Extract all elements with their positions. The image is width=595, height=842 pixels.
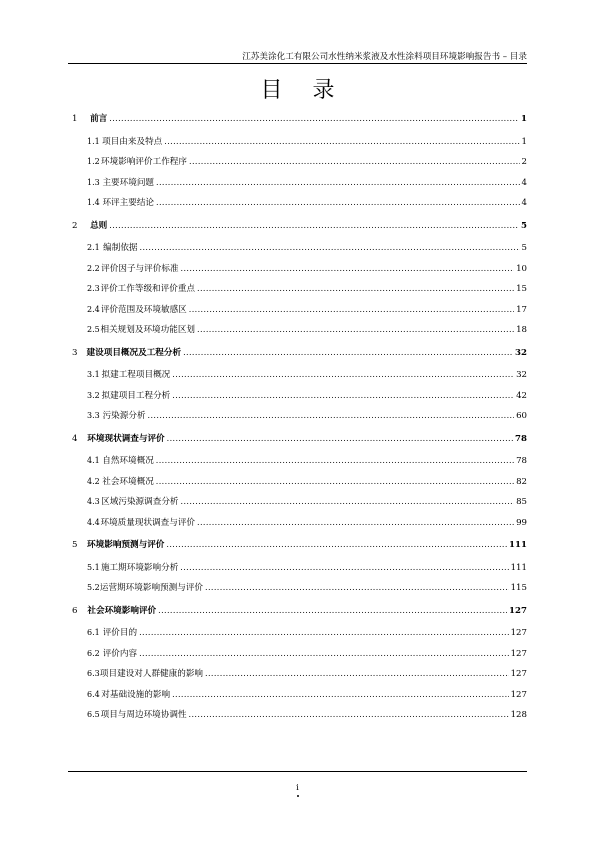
toc-entry-title: 运营期环境影响预测与评价: [99, 583, 204, 593]
toc-entry-number: 3: [72, 347, 78, 358]
toc-entry-page: 127: [509, 605, 527, 616]
toc-entry-number: 6: [72, 605, 78, 616]
toc-entry-page: 78: [516, 456, 527, 466]
toc-section-entry[interactable]: [72, 390, 527, 402]
toc-dot-leader: [109, 220, 519, 232]
toc-dot-leader: [156, 177, 520, 189]
toc-dot-leader: [167, 433, 513, 445]
toc-chapter-entry[interactable]: [72, 347, 527, 359]
toc-dot-leader: [197, 283, 514, 295]
toc-dot-leader: [156, 455, 514, 467]
toc-dot-leader: [197, 517, 514, 529]
toc-entry-number: 6.3: [87, 669, 100, 678]
toc-entry-page: 1: [521, 114, 527, 124]
toc-chapter-entry[interactable]: [72, 605, 527, 617]
toc-dot-leader: [189, 709, 509, 721]
toc-entry-title: 社会环境概况: [102, 476, 154, 487]
toc-section-entry[interactable]: [72, 283, 527, 295]
toc-section-entry[interactable]: [72, 177, 527, 189]
toc-entry-number: 2.1: [87, 243, 100, 252]
toc-entry-page: 4: [521, 198, 527, 208]
toc-entry-title: 评价目的: [102, 628, 138, 638]
toc-entry-page: 5: [521, 220, 527, 231]
running-header: 江苏美涂化工有限公司水性纳米浆液及水性涂料项目环境影响报告书 – 目录: [242, 52, 527, 62]
toc-dot-leader: [181, 263, 515, 275]
toc-entry-title: 环评主要结论: [102, 198, 155, 208]
toc-section-entry[interactable]: [72, 648, 527, 660]
toc-dot-leader: [197, 324, 514, 336]
toc-entry-title: 编制依据: [103, 243, 138, 253]
toc-entry-page: 128: [510, 710, 527, 720]
toc-section-entry[interactable]: [72, 455, 527, 467]
toc-entry-page: 127: [510, 648, 527, 659]
toc-section-entry[interactable]: [72, 410, 527, 422]
toc-entry-page: 127: [510, 689, 527, 700]
toc-entry-number: 1.2: [87, 157, 100, 166]
page-title: 目录: [260, 78, 365, 103]
toc-entry-title: 拟建工程项目概况: [101, 370, 171, 380]
toc-entry-number: 6.5: [87, 710, 100, 719]
header-divider: [68, 63, 527, 64]
toc-entry-number: 2.3: [87, 284, 100, 293]
page-number: i: [296, 783, 299, 793]
toc-entry-page: 115: [510, 583, 527, 593]
toc-dot-leader: [109, 113, 519, 125]
toc-entry-page: 15: [516, 284, 527, 294]
toc-section-entry[interactable]: [72, 324, 527, 336]
toc-entry-number: 6.1: [87, 628, 100, 637]
toc-section-entry[interactable]: [72, 156, 527, 168]
toc-entry-title: 环境现状调查与评价: [87, 433, 165, 444]
toc-dot-leader: [158, 605, 507, 617]
toc-entry-title: 自然环境概况: [102, 456, 154, 466]
toc-entry-number: 4.2: [87, 476, 100, 486]
toc-entry-page: 18: [516, 325, 527, 335]
toc-section-entry[interactable]: [72, 709, 527, 721]
toc-entry-number: 4.4: [87, 517, 100, 527]
toc-entry-page: 5: [521, 243, 527, 253]
toc-chapter-entry[interactable]: [72, 433, 527, 445]
toc-dot-leader: [189, 304, 514, 316]
toc-entry-title: 相关规划及环境功能区划: [100, 325, 196, 335]
toc-entry-number: 5: [72, 540, 78, 550]
toc-chapter-entry[interactable]: [72, 113, 527, 125]
toc-section-entry[interactable]: [72, 263, 527, 275]
toc-entry-number: 5.1: [87, 562, 100, 572]
toc-dot-leader: [166, 539, 507, 551]
toc-section-entry[interactable]: [72, 136, 527, 148]
toc-entry-number: 2.5: [87, 325, 100, 334]
toc-entry-page: 111: [509, 540, 527, 550]
toc-entry-number: 3.2: [87, 390, 100, 400]
toc-section-entry[interactable]: [72, 517, 527, 529]
toc-entry-page: 17: [516, 304, 527, 315]
toc-entry-title: 环境影响预测与评价: [87, 540, 165, 550]
toc-entry-number: 3.1: [87, 370, 100, 379]
toc-entry-number: 2.2: [87, 263, 100, 273]
toc-entry-page: 4: [521, 177, 527, 188]
toc-entry-title: 前言: [90, 114, 108, 124]
toc-entry-title: 环境质量现状调查与评价: [100, 517, 196, 528]
toc-entry-page: 127: [510, 628, 527, 638]
toc-dot-leader: [148, 410, 515, 422]
toc-dot-leader: [140, 242, 520, 254]
toc-entry-title: 项目与周边环境协调性: [100, 710, 187, 720]
toc-entry-title: 区域污染源调查分析: [101, 497, 179, 507]
toc-entry-number: 4.3: [87, 497, 100, 506]
toc-entry-page: 32: [516, 370, 527, 380]
toc-dot-leader: [183, 347, 513, 359]
toc-entry-page: 2: [521, 157, 527, 167]
toc-dot-leader: [139, 648, 509, 660]
toc-entry-title: 环境影响评价工作程序: [101, 157, 187, 167]
toc-section-entry[interactable]: [72, 369, 527, 381]
toc-entry-title: 项目由来及特点: [102, 136, 163, 147]
toc-entry-page: 127: [510, 669, 527, 679]
toc-dot-leader: [156, 476, 514, 488]
toc-entry-number: 1.1: [87, 136, 100, 146]
toc-entry-number: 3.3: [87, 411, 100, 420]
toc-dot-leader: [156, 197, 520, 209]
toc-dot-leader: [172, 369, 514, 381]
toc-dot-leader: [139, 627, 509, 639]
toc-entry-number: 4.1: [87, 456, 100, 465]
table-of-contents: [72, 113, 527, 721]
toc-section-entry[interactable]: [72, 242, 527, 254]
toc-section-entry[interactable]: [72, 476, 527, 488]
toc-entry-title: 施工期环境影响分析: [100, 562, 179, 573]
toc-dot-leader: [180, 562, 508, 574]
toc-entry-title: 评价工作等级和评价重点: [100, 284, 196, 294]
toc-dot-leader: [205, 668, 509, 680]
toc-dot-leader: [205, 582, 509, 594]
toc-entry-title: 评价范围及环境敏感区: [100, 304, 187, 315]
toc-chapter-entry[interactable]: [72, 220, 527, 232]
toc-chapter-entry[interactable]: [72, 539, 527, 551]
toc-entry-number: 2: [72, 220, 78, 231]
toc-entry-title: 对基础设施的影响: [101, 689, 171, 700]
toc-section-entry[interactable]: [72, 197, 527, 209]
toc-entry-page: 111: [510, 562, 527, 573]
toc-section-entry[interactable]: [72, 689, 527, 701]
toc-dot-leader: [189, 156, 520, 168]
page-number-dot: [297, 795, 299, 797]
toc-entry-page: 82: [516, 476, 527, 487]
toc-entry-title: 评价内容: [102, 648, 138, 659]
toc-dot-leader: [164, 136, 519, 148]
toc-section-entry[interactable]: [72, 582, 527, 594]
toc-entry-number: 1.4: [87, 198, 100, 207]
toc-section-entry[interactable]: [72, 496, 527, 508]
toc-section-entry[interactable]: [72, 304, 527, 316]
toc-dot-leader: [172, 390, 514, 402]
toc-entry-number: 5.2: [87, 583, 100, 592]
toc-dot-leader: [172, 689, 509, 701]
toc-entry-number: 6.4: [87, 689, 100, 699]
toc-entry-number: 2.4: [87, 304, 100, 314]
toc-entry-page: 60: [516, 411, 527, 421]
toc-entry-number: 1.3: [87, 177, 100, 187]
toc-section-entry[interactable]: [72, 668, 527, 680]
toc-entry-page: 78: [515, 433, 527, 444]
toc-entry-page: 10: [516, 263, 527, 274]
toc-entry-page: 99: [516, 517, 527, 528]
toc-entry-title: 总则: [90, 220, 108, 231]
toc-entry-number: 4: [72, 433, 78, 444]
toc-entry-title: 建设项目概况及工程分析: [86, 347, 182, 358]
toc-entry-page: 42: [516, 390, 527, 401]
toc-entry-title: 拟建项目工程分析: [101, 390, 171, 401]
toc-section-entry[interactable]: [72, 627, 527, 639]
footer-divider: [68, 771, 527, 772]
toc-entry-page: 32: [515, 347, 527, 358]
toc-entry-title: 项目建设对人群健康的影响: [99, 669, 204, 679]
toc-entry-page: 1: [521, 136, 527, 147]
toc-dot-leader: [181, 496, 515, 508]
toc-entry-number: 6.2: [87, 648, 100, 658]
toc-entry-number: 1: [72, 114, 78, 124]
toc-section-entry[interactable]: [72, 562, 527, 574]
toc-entry-title: 社会环境影响评价: [87, 605, 157, 616]
toc-entry-page: 85: [516, 497, 527, 507]
toc-entry-title: 主要环境问题: [102, 177, 155, 188]
toc-entry-title: 污染源分析: [102, 411, 146, 421]
toc-entry-title: 评价因子与评价标准: [101, 263, 179, 274]
page-footer: [0, 783, 595, 797]
